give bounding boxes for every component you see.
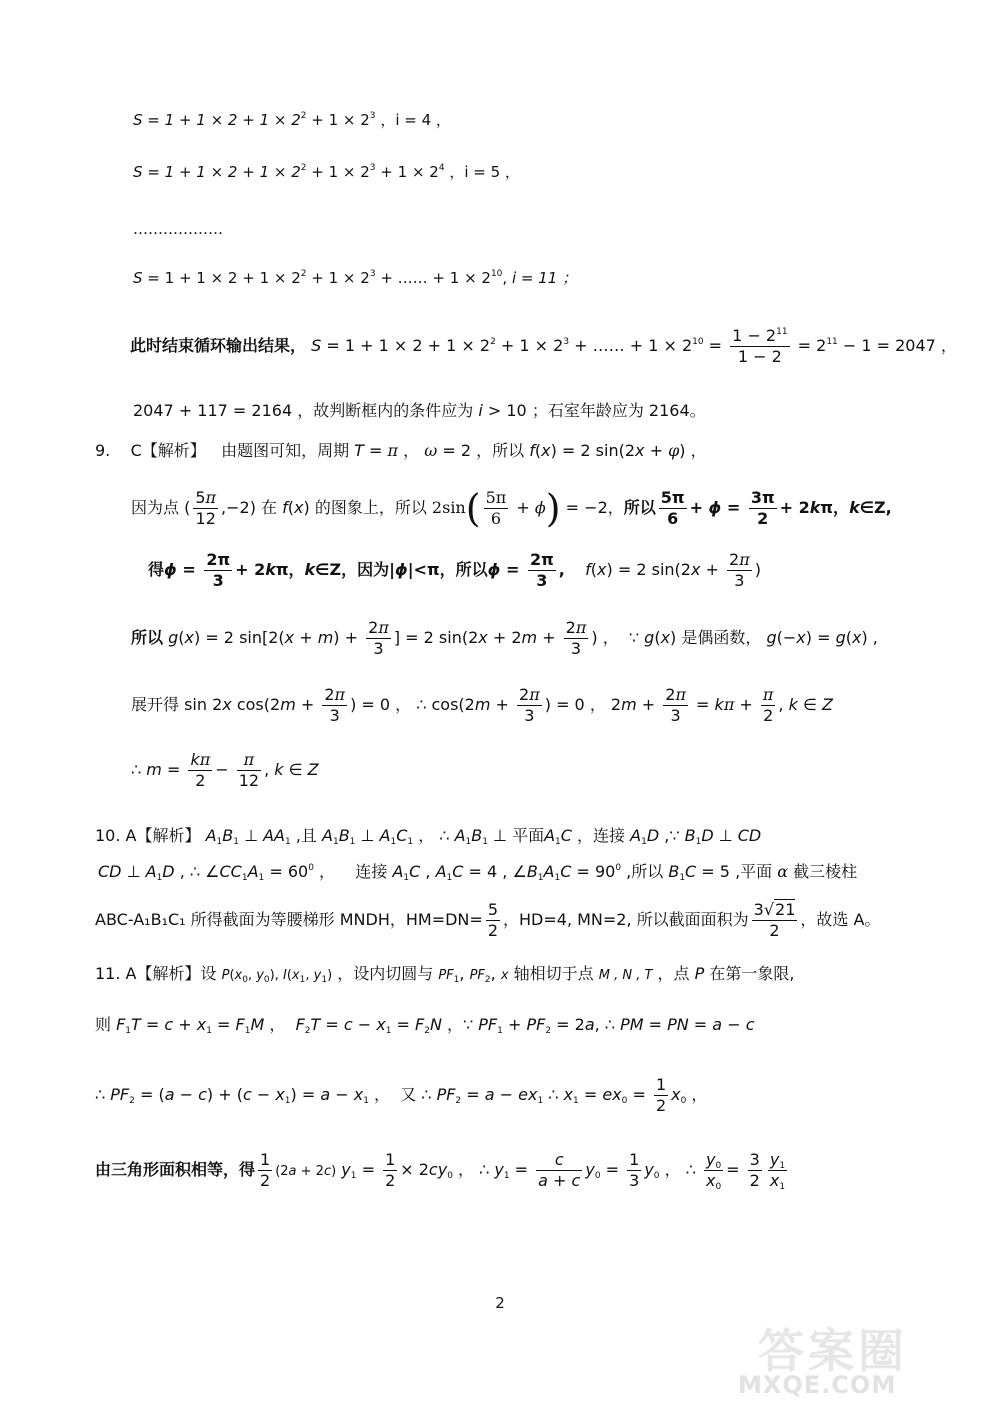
q10-line3-c: ，故选 A。 (800, 910, 881, 929)
q10-number: 10. (95, 826, 121, 845)
s-expression: S = 1 + 1 × 2 + 1 × 2 (133, 163, 301, 181)
watermark-cn-text: 答案圈 (758, 1324, 908, 1378)
q9-line-5: 展开得 sin 2x cos(2m + $\frac{2\pi}{3}$ ) = 0 ， ∴ cos(2m + $\frac{2\pi}{3}$ ) = 0 ， 2m + $\frac{2\pi}{3}$ = kπ + $\frac{\pi}{2}$ , k ∈ Z (131, 685, 833, 725)
page-number: 2 (495, 1294, 505, 1312)
geometric-sum-fraction: $\frac{1 - 2^{11}}{1 - 2}$ (732, 326, 788, 366)
q11-line-1: 11. A【解析】设 $P(x_0$, $y_0$), $I(x_1$, $y_1$) ，设内切圆与 $PF_1$, $PF_2$, x 轴相切于点 M , N , T ，点 P 在第一象限, (95, 964, 795, 985)
q11-number: 11. (95, 964, 121, 983)
q11-answer: A【解析】 (125, 964, 201, 983)
watermark-url-text: MXQE.COM (738, 1371, 897, 1399)
q9-answer: C【解析】 (130, 441, 206, 460)
loop-result-label: 此时结束循环输出结果， (130, 336, 307, 355)
q10-answer: A【解析】 (125, 826, 201, 845)
loop-result-value: = 2047 ， (876, 336, 957, 355)
q11-line-2: 则 $F_1T = c + x_1 = F_1M$ ， $F_2T = c - x_1 = F_2N$ ，∵ $PF_1 + PF_2 = 2a$, ∴ PM = PN = a − c (95, 1015, 755, 1036)
q9-intro: 由题图可知，周期 (221, 441, 350, 460)
q11-text-2: 轴相切于点 (513, 964, 594, 983)
q11-line-3: ∴ $PF_2 = (a - c) + (c - x_1) = a - x_1$ ， 又 ∴ $PF_2 = a - ex_1$ ∴ $x_1 = ex_0$ = $\frac{1}{2}$ $x_0$ ， (95, 1075, 708, 1115)
q10-line-1: 10. A【解析】 $A_1B_1$ ⊥ $AA_1$ ,且 $A_1B_1$ ⊥ $A_1C_1$ ， ∴ $A_1B_1$ ⊥ 平面$A_1C$ ，连接 $A_1D$ ,∵ $B_1D$ ⊥ CD (95, 826, 762, 847)
q9-line-2: 因为点 ( $\frac{5\pi}{12}$ ,−2) 在 f(x) 的图象上，所以 2sin( $\frac{5\pi}{6}$ + ϕ) = −2，所以 $\frac{5\pi}{6}$ + ϕ = $\frac{3\pi}{2}$ + 2kπ，k∈Z, (131, 486, 892, 531)
iteration-line-i5: $S = 1 + 1 \times 2 + 1 \times 2^2 + 1 \times 2^3 + 1 \times 2^4$ ，i = 5 ， (133, 163, 520, 181)
q9-line-3: 得ϕ = $\frac{2\pi}{3}$ + 2kπ，k∈Z，因为|ϕ|<π，所以ϕ = $\frac{2\pi}{3}$ , f(x) = 2 sin(2x + $\frac{2\pi}{3}$ ) (148, 550, 761, 590)
condition-line: 2047 + 117 = 2164 ，故判断框内的条件应为 i > 10 ；石室年龄应为 2164。 (133, 401, 706, 420)
q9-line-4: 所以 g(x) = 2 sin[2(x + m) + $\frac{2\pi}{3}$ ] = 2 sin(2x + 2m + $\frac{2\pi}{3}$ ) ， ∵ g(x) 是偶函数， g(−x) = g(x) , (131, 618, 878, 658)
q10-line3-a: ABC-A₁B₁C₁ 所得截面为等腰梯形 MNDH，HM=DN= (95, 910, 483, 929)
condition-prefix: 2047 + 117 = 2164 ，故判断框内的条件应为 (133, 401, 474, 420)
q10-line3-b: ，HD=4, MN=2, 所以截面面积为 (503, 910, 749, 929)
q11-area-label: 由三角形面积相等，得 (95, 1160, 256, 1179)
loop-result-line: 此时结束循环输出结果， $S = 1 + 1 \times 2 + 1 \times 2^2 + 1 \times 2^3$ + …… + $1 \times 2^{10}$ = $\frac{1 - 2^{11}}{1 - 2}$ = $2^{11} - 1 = 2047$ ， (130, 326, 957, 366)
q9-number: 9. (95, 441, 111, 460)
q10-line2-end: 截三棱柱 (793, 862, 858, 881)
q11-line-4: 由三角形面积相等，得 $\frac{1}{2}$ (2a + 2c) $y_1$ = $\frac{1}{2}$ × $2cy_0$ ， ∴ $y_1$ = $\frac{c}{a + c}$ $y_0$ = $\frac{1}{3}$ $y_0$ ， ∴ $\frac{y_0}{x_0}$ = $\frac{3}{2}$ $\frac{y_1}{x_1}$ (95, 1150, 786, 1192)
i-value: ，i = 4 ， (380, 111, 451, 129)
q10-line-2: CD ⊥ $A_1D$ , ∴ $\angle CC_1A_1 = 60^0$ ， 连接 $A_1C$ , $A_1C = 4$ , $\angle B_1A_1C = 90^0$ ,所以 $B_1C = 5$ ,平面 α 截三棱柱 (98, 862, 858, 883)
ellipsis-line: ……………… (133, 220, 223, 238)
q9-line-1: 9. C【解析】 由题图可知，周期 T = π ， ω = 2 ，所以 f(x) = 2 sin(2x + φ) ， (95, 441, 707, 460)
q11-text-4: 在第一象限, (709, 964, 795, 983)
i-value: ，i = 5 ， (449, 163, 520, 181)
q11-text-1: 设内切圆与 (353, 964, 434, 983)
iteration-line-i4: $S = 1 + 1 \times 2 + 1 \times 2^2 + 1 \times 2^3$ ，i = 4 ， (133, 111, 451, 129)
q10-line-3: ABC-A₁B₁C₁ 所得截面为等腰梯形 MNDH，HM=DN= $\frac{5}{2}$ ，HD=4, MN=2, 所以截面面积为 $\frac{3√21}{2}$ ，故选 A。 (95, 900, 881, 940)
iteration-line-i11: $S = 1 + 1 \times 2 + 1 \times 2^2 + 1 \times 2^3$ + …… + $1 \times 2^{10}$, i = 11 ； (133, 269, 578, 287)
q9-line-6: ∴ m = $\frac{k\pi}{2}$ − $\frac{\pi}{12}$ , k ∈ Z (131, 750, 319, 790)
s-expression: S = 1 + 1 × 2 + 1 × 2 (133, 111, 301, 129)
watermark-logo (728, 1313, 978, 1399)
i-value: i = 11 ； (511, 269, 578, 287)
q11-text-3: ，点 (657, 964, 690, 983)
condition-suffix: ；石室年龄应为 2164。 (531, 401, 706, 420)
